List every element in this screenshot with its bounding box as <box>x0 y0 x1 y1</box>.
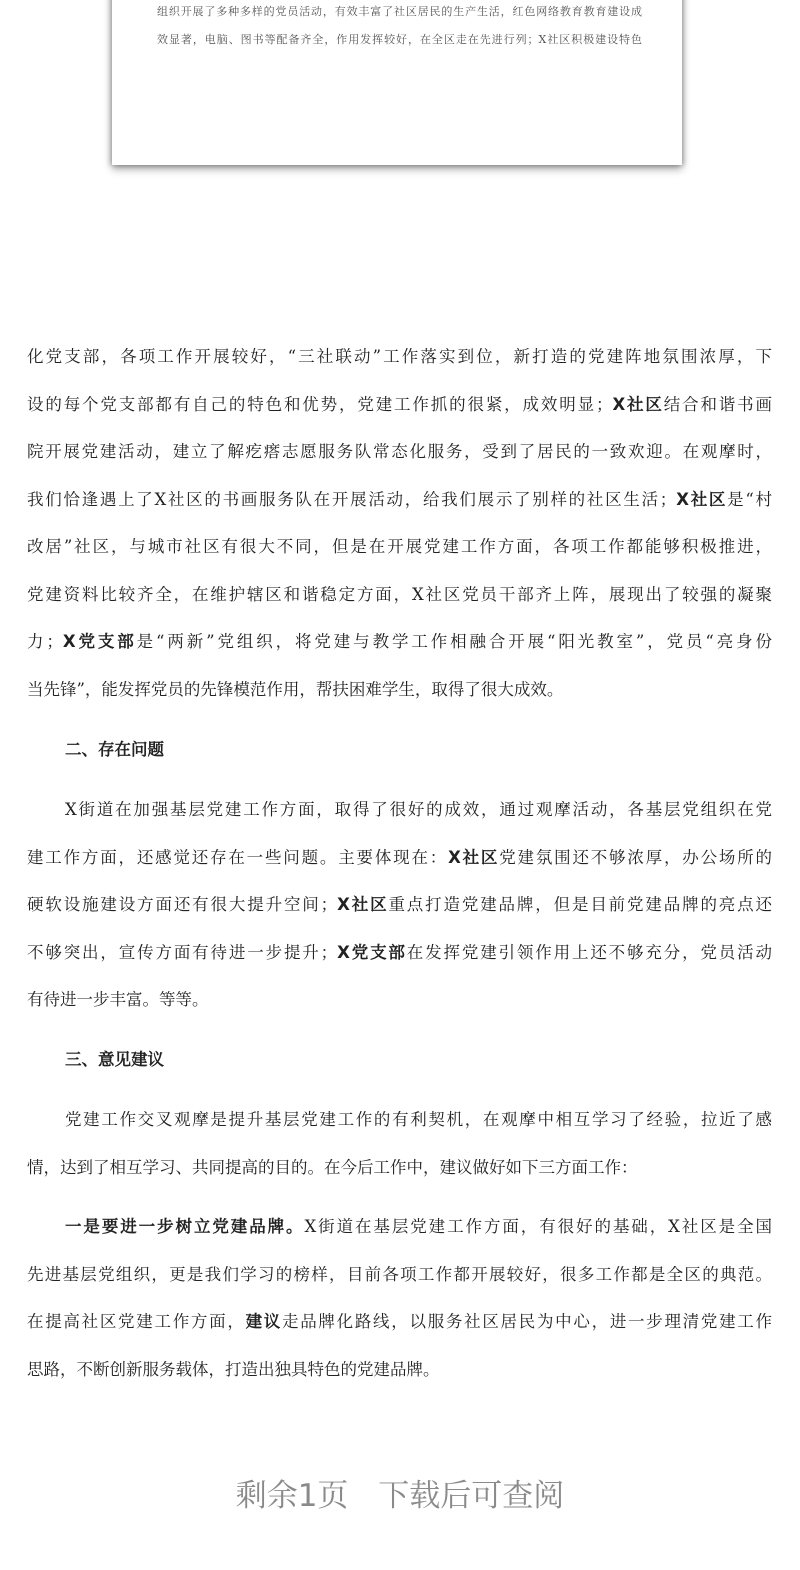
paragraph-line <box>27 846 772 870</box>
paragraph-line <box>65 798 772 822</box>
bold-text: X社区 <box>612 394 664 414</box>
bold-text: X社区 <box>448 847 500 867</box>
text-segment: 重点打造党建品牌，但是目前党建品牌的亮点还 <box>388 895 772 914</box>
preview-line: 组织开展了多种多样的党员活动，有效丰富了社区居民的生产生活，红色网络教育教育建设成 <box>157 5 642 18</box>
paragraph-line <box>27 488 772 512</box>
text-segment: 硬软设施建设方面还有很大提升空间； <box>27 895 338 914</box>
text-segment: 在提高社区党建工作方面， <box>27 1312 246 1331</box>
preview-line: 效显著，电脑、图书等配备齐全，作用发挥较好，在全区走在先进行列；X社区积极建设特色 <box>157 33 642 46</box>
text-segment: 党建工作交叉观摩是提升基层党建工作的有利契机，在观摩中相互学习了经验，拉近了感 <box>65 1110 772 1129</box>
text-segment: X街道在加强基层党建工作方面，取得了很好的成效，通过观摩活动，各基层党组织在党 <box>65 800 772 819</box>
text-segment: 力； <box>27 632 63 651</box>
bold-text: X党支部 <box>337 942 407 962</box>
paragraph-line <box>27 941 772 965</box>
paragraph-line <box>27 988 772 1012</box>
text-segment: 建工作方面，还感觉还存在一些问题。主要体现在： <box>27 847 449 867</box>
text-segment: X街道在基层党建工作方面，有很好的基础，X社区是全国 <box>304 1217 773 1236</box>
text-segment: 党建资料比较齐全，在维护辖区和谐稳定方面，X社区党员干部齐上阵，展现出了较强的凝聚 <box>27 584 772 604</box>
text-segment: 有待进一步丰富。等等。 <box>27 990 209 1009</box>
paragraph-line <box>65 1215 772 1239</box>
paragraph-line <box>27 535 772 559</box>
paragraph-line <box>27 678 772 702</box>
text-segment: 在发挥党建引领作用上还不够充分，党员活动 <box>406 942 773 962</box>
text-segment: 设的每个党支部都有自己的特色和优势，党建工作抓的很紧，成效明显； <box>27 394 613 414</box>
bold-text: X党支部 <box>62 632 137 651</box>
text-segment: 是“村 <box>727 489 773 509</box>
paragraph-line <box>27 393 772 417</box>
text-segment: 先进基层党组织，更是我们学习的榜样，目前各项工作都开展较好，很多工作都是全区的典范。 <box>27 1264 772 1284</box>
bold-text: 一是要进一步树立党建品牌。 <box>65 1217 305 1236</box>
text-segment: 情，达到了相互学习、共同提高的目的。在今后工作中，建议做好如下三方面工作： <box>27 1157 638 1177</box>
remaining-pages-text: 剩余1页 <box>235 1478 349 1514</box>
paragraph-line <box>27 583 772 607</box>
section-heading: 三、意见建议 <box>65 1050 164 1069</box>
preview-page-card <box>112 0 682 165</box>
paragraph-line <box>27 630 772 654</box>
paragraph-line <box>27 1263 772 1287</box>
section-heading: 二、存在问题 <box>65 740 164 759</box>
text-segment: 是“两新”党组织，将党建与教学工作相融合开展“阳光教室”，党员“亮身份 <box>136 632 772 651</box>
text-segment: 结合和谐书画 <box>663 394 772 414</box>
text-segment: 改居”社区，与城市社区有很大不同，但是在开展党建工作方面，各项工作都能够积极推进， <box>27 537 772 556</box>
paragraph-line <box>27 1310 772 1334</box>
paragraph-line <box>65 1108 772 1132</box>
paragraph-line <box>27 1156 772 1180</box>
text-segment: 化党支部，各项工作开展较好，“三社联动”工作落实到位，新打造的党建阵地氛围浓厚，下 <box>27 347 772 366</box>
paragraph-line <box>27 1358 772 1382</box>
download-to-view-text: 下载后可查阅 <box>378 1478 565 1514</box>
bold-text: X社区 <box>676 489 728 509</box>
paragraph-line <box>27 893 772 917</box>
paragraph-line <box>27 345 772 369</box>
text-segment: 院开展党建活动，建立了解疙瘩志愿服务队常态化服务，受到了居民的一致欢迎。在观摩时， <box>27 442 772 461</box>
download-prompt[interactable] <box>0 1470 800 1515</box>
text-segment: 当先锋”，能发挥党员的先锋模范作用，帮扶困难学生，取得了很大成效。 <box>27 679 564 699</box>
text-segment: 走品牌化路线，以服务社区居民为中心，进一步理清党建工作 <box>282 1312 773 1331</box>
text-segment: 思路，不断创新服务载体，打造出独具特色的党建品牌。 <box>27 1359 440 1379</box>
text-segment: 我们恰逢遇上了X社区的书画服务队在开展活动，给我们展示了别样的社区生活； <box>27 489 677 509</box>
bold-text: 建议 <box>245 1312 282 1331</box>
text-segment: 不够突出，宣传方面有待进一步提升； <box>27 942 338 962</box>
bold-text: X社区 <box>337 895 389 914</box>
paragraph-line <box>27 440 772 464</box>
text-segment: 党建氛围还不够浓厚，办公场所的 <box>499 847 773 867</box>
